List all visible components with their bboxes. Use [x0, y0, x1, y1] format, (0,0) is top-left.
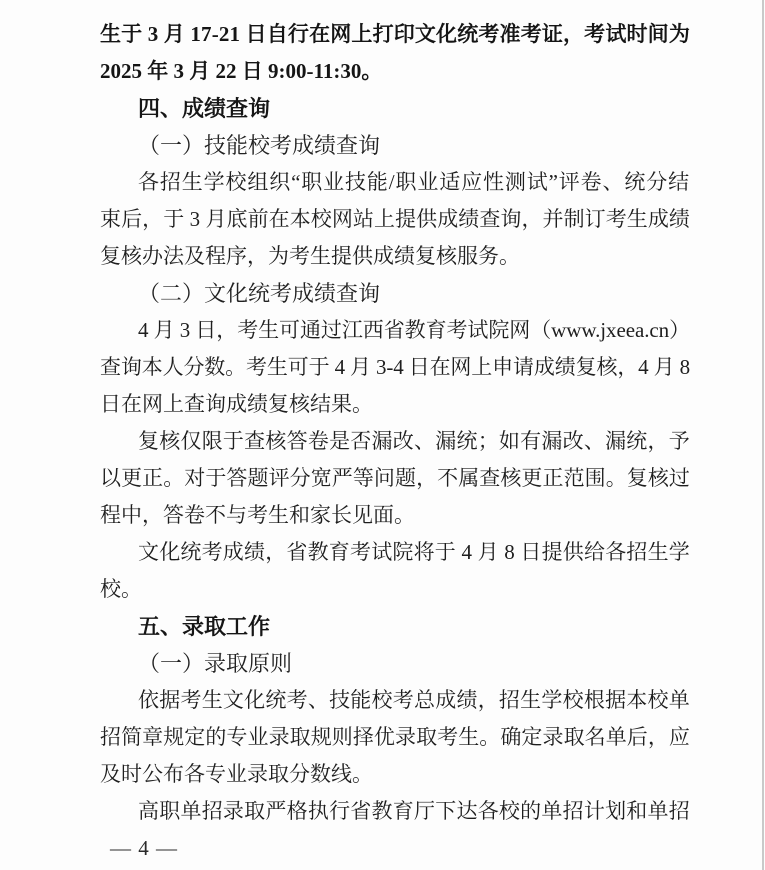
body-text-line: 以更正。对于答题评分宽严等问题，不属查核更正范围。复核过: [100, 466, 690, 490]
body-text-line: 高职单招录取严格执行省教育厅下达各校的单招计划和单招: [138, 799, 690, 823]
body-text-line: 2025 年 3 月 22 日 9:00-11:30。: [100, 59, 383, 83]
body-text-line: 程中，答卷不与考生和家长见面。: [100, 503, 415, 527]
body-text-line: 文化统考成绩，省教育考试院将于 4 月 8 日提供给各招生学: [138, 540, 690, 564]
body-text-line: 招简章规定的专业录取规则择优录取考生。确定录取名单后，应: [100, 725, 690, 749]
body-text-line: 查询本人分数。考生可于 4 月 3-4 日在网上申请成绩复核，4 月 8: [100, 355, 690, 379]
heading-subsection-4-2: （二）文化统考成绩查询: [138, 281, 381, 306]
document-text-block: [100, 16, 690, 867]
body-text-line: 各招生学校组织“职业技能/职业适应性测试”评卷、统分结: [138, 170, 690, 194]
body-text-line: 束后，于 3 月底前在本校网站上提供成绩查询，并制订考生成绩: [100, 207, 690, 231]
body-text-line: 复核仅限于查核答卷是否漏改、漏统；如有漏改、漏统，予: [138, 429, 690, 453]
heading-subsection-4-1: （一）技能校考成绩查询: [138, 133, 381, 158]
body-text-line: 依据考生文化统考、技能校考总成绩，招生学校根据本校单: [138, 688, 690, 712]
body-text-line: 生于 3 月 17-21 日自行在网上打印文化统考准考证，考试时间为: [100, 22, 690, 46]
scan-edge-line: [762, 0, 764, 870]
heading-subsection-5-1: （一）录取原则: [138, 651, 293, 676]
page-number: — 4 —: [110, 836, 178, 860]
body-text-line: 4 月 3 日，考生可通过江西省教育考试院网（www.jxeea.cn）: [138, 318, 690, 342]
body-text-line: 校。: [100, 577, 142, 601]
body-text-line: 及时公布各专业录取分数线。: [100, 762, 373, 786]
body-text-line: 日在网上查询成绩复核结果。: [100, 392, 373, 416]
body-text-line: 复核办法及程序，为考生提供成绩复核服务。: [100, 244, 520, 268]
heading-section-5: 五、录取工作: [138, 614, 271, 639]
heading-section-4: 四、成绩查询: [138, 96, 271, 121]
